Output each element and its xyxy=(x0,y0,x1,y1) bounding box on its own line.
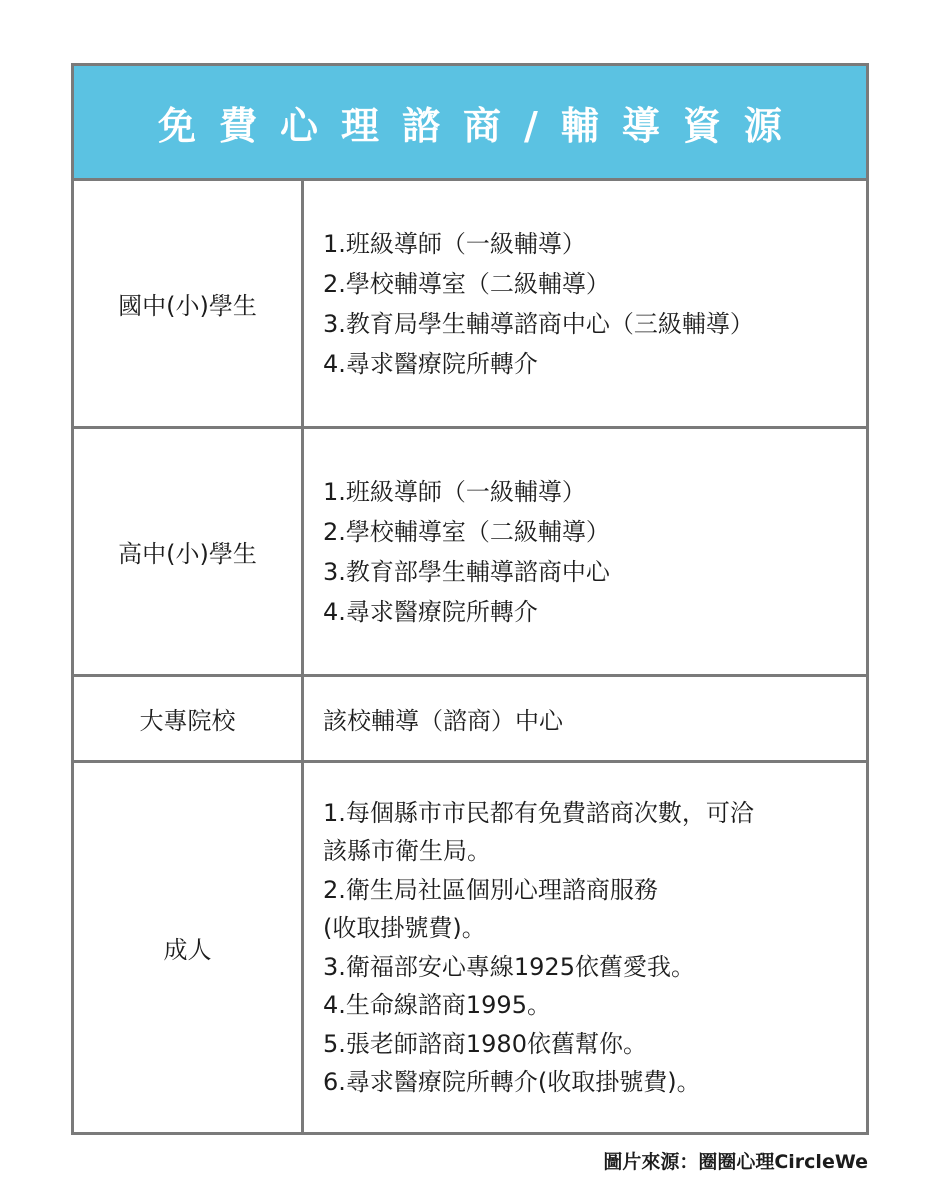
category-cell: 國中(小)學生 xyxy=(74,181,304,426)
list-item: 4.尋求醫療院所轉介 xyxy=(323,597,538,626)
table-row xyxy=(74,763,866,1132)
list-item: 3.衛福部安心專線1925依舊愛我。 xyxy=(323,952,695,981)
resource-list xyxy=(323,794,754,1102)
list-item: 3.教育部學生輔導諮商中心 xyxy=(323,557,610,586)
list-item: 該縣市衛生局。 xyxy=(323,837,491,865)
resource-table xyxy=(71,63,869,1135)
list-item: 2.學校輔導室（二級輔導） xyxy=(323,517,610,546)
list-item: 2.學校輔導室（二級輔導） xyxy=(323,269,610,298)
image-source-credit: 圖片來源：圈圈心理CircleWe xyxy=(603,1151,868,1173)
table-header xyxy=(74,66,866,181)
list-item: 2.衛生局社區個別心理諮商服務 xyxy=(323,875,658,904)
list-item: 4.尋求醫療院所轉介 xyxy=(323,349,538,378)
table-row xyxy=(74,677,866,763)
resource-cell xyxy=(304,763,866,1132)
list-item: 4.生命線諮商1995。 xyxy=(323,991,551,1019)
resource-cell xyxy=(304,181,866,426)
resource-cell xyxy=(304,677,866,760)
resource-list xyxy=(323,472,610,632)
list-item: 5.張老師諮商1980依舊幫你。 xyxy=(323,1029,647,1058)
resource-list xyxy=(323,224,754,384)
list-item: 1.班級導師（一級輔導） xyxy=(323,477,586,506)
category-cell: 大專院校 xyxy=(74,677,304,760)
table-row xyxy=(74,181,866,429)
list-item: (收取掛號費)。 xyxy=(323,914,486,942)
category-cell: 成人 xyxy=(74,763,304,1132)
list-item: 3.教育局學生輔導諮商中心（三級輔導） xyxy=(323,309,754,338)
list-item: 1.每個縣市市民都有免費諮商次數，可洽 xyxy=(323,798,754,827)
table-row xyxy=(74,429,866,677)
list-item: 1.班級導師（一級輔導） xyxy=(323,229,586,258)
list-item: 6.尋求醫療院所轉介(收取掛號費)。 xyxy=(323,1068,701,1096)
resource-cell xyxy=(304,429,866,674)
page-title: 免費心理諮商/輔導資源 xyxy=(158,103,805,148)
list-item: 該校輔導（諮商）中心 xyxy=(323,707,563,735)
category-cell: 高中(小)學生 xyxy=(74,429,304,674)
